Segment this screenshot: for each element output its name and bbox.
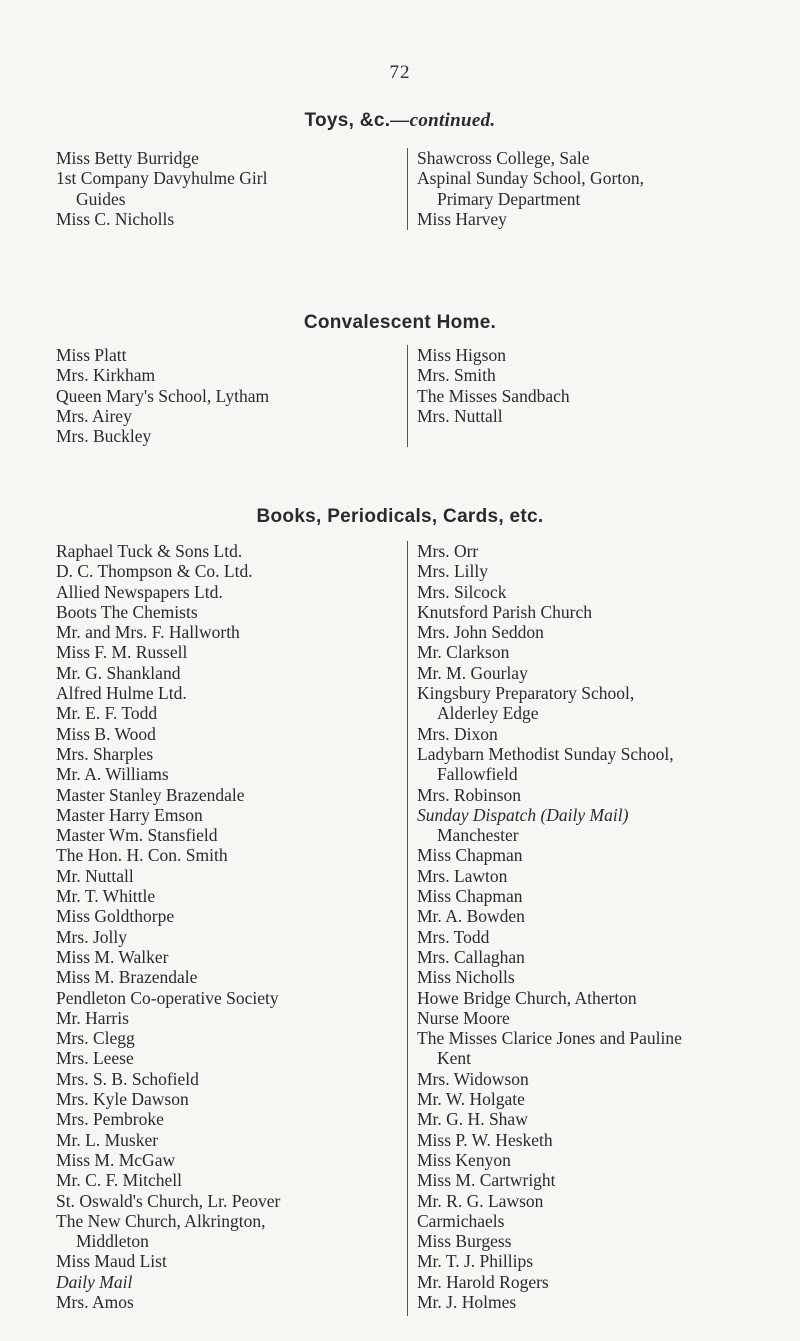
list-item: Mr. R. G. Lawson <box>417 1190 544 1211</box>
list-item: Ladybarn Methodist Sunday School, <box>417 743 674 764</box>
list-item: Miss Nicholls <box>417 967 515 988</box>
list-item: Miss Higson <box>417 345 506 365</box>
list-item: Mr. T. J. Phillips <box>417 1251 534 1272</box>
list-item: The Hon. H. Con. Smith <box>56 845 228 866</box>
section-title-convalescent: Convalescent Home. <box>303 312 497 333</box>
list-item: Mrs. Kirkham <box>56 365 156 386</box>
list-item: Master Wm. Stansfield <box>56 825 218 846</box>
list-item: Mr. Clarkson <box>417 642 510 663</box>
list-item-line: 1st Company Davyhulme Girl <box>56 168 268 189</box>
list-item-line: Aspinal Sunday School, Gorton, <box>417 168 645 189</box>
list-item: Shawcross College, Sale <box>417 148 590 168</box>
list-item: Alfred Hulme Ltd. <box>56 683 187 704</box>
list-item: Raphael Tuck & Sons Ltd. <box>56 541 243 561</box>
list-item: Mrs. Widowson <box>417 1068 529 1089</box>
list-item: Mr. Harris <box>56 1007 129 1028</box>
list-item: Howe Bridge Church, Atherton <box>417 987 637 1008</box>
list-item: Carmichaels <box>417 1210 505 1231</box>
list-item: Mrs. Amos <box>56 1291 134 1312</box>
list-item-continuation: Alderley Edge <box>437 703 539 724</box>
list-item: Miss M. Brazendale <box>56 967 198 988</box>
list-item: Mrs. Dixon <box>417 723 498 744</box>
toys-title: Toys, &c. <box>304 110 391 131</box>
list-item: Mr. L. Musker <box>56 1129 159 1150</box>
list-item: Miss M. Walker <box>56 946 169 967</box>
list-item: Mr. E. F. Todd <box>56 703 158 724</box>
list-item: The New Church, Alkrington, <box>56 1210 266 1231</box>
list-item: Miss Kenyon <box>417 1149 511 1170</box>
section-title-toys <box>0 110 800 132</box>
list-item: Mrs. Pembroke <box>56 1109 164 1130</box>
list-item: Pendleton Co-operative Society <box>56 987 279 1008</box>
list-item: Miss Goldthorpe <box>56 906 175 927</box>
list-item: Miss M. Cartwright <box>417 1170 556 1191</box>
list-item: Miss Chapman <box>417 845 523 866</box>
list-item: Miss B. Wood <box>56 723 156 744</box>
convalescent-left-column <box>56 345 394 446</box>
list-item: Mr. W. Holgate <box>417 1089 525 1110</box>
list-item: Mrs. Todd <box>417 926 490 947</box>
list-item: Mr. Nuttall <box>56 865 134 886</box>
list-item: Mrs. Orr <box>417 541 479 561</box>
list-item: Mrs. Jolly <box>56 926 127 947</box>
list-item: Mr. C. F. Mitchell <box>56 1170 182 1191</box>
list-item: Mrs. S. B. Schofield <box>56 1068 199 1089</box>
list-item: Mrs. Leese <box>56 1048 134 1069</box>
list-item: Mrs. Airey <box>56 405 132 426</box>
list-item: Mrs. Callaghan <box>417 946 525 967</box>
list-item-continuation: Kent <box>437 1048 472 1069</box>
list-item-continuation: Fallowfield <box>437 764 518 785</box>
section-title-books: Books, Periodicals, Cards, etc. <box>256 506 544 527</box>
list-item: Boots The Chemists <box>56 601 198 622</box>
list-item: Master Harry Emson <box>56 804 203 825</box>
list-item: Mrs. John Seddon <box>417 622 544 643</box>
list-item-continuation: Primary Department <box>437 188 581 209</box>
list-item <box>56 168 394 209</box>
list-item: Miss C. Nicholls <box>56 208 175 229</box>
list-item: Miss Burgess <box>417 1231 512 1252</box>
list-item: Mr. G. Shankland <box>56 662 181 683</box>
toys-title-suffix: —continued. <box>390 110 496 131</box>
list-item-continuation: Manchester <box>437 825 519 846</box>
list-item: Knutsford Parish Church <box>417 601 592 622</box>
list-item-continuation: Middleton <box>76 1231 149 1252</box>
list-item: Mr. A. Bowden <box>417 906 525 927</box>
list-item: Miss Harvey <box>417 208 507 229</box>
list-item: Miss Platt <box>56 345 127 365</box>
list-item: Mrs. Robinson <box>417 784 522 805</box>
list-item: Mrs. Lilly <box>417 561 488 582</box>
list-item: Allied Newspapers Ltd. <box>56 581 223 602</box>
list-item <box>417 168 800 209</box>
books-left-column <box>56 541 394 1312</box>
list-item: Mr. T. Whittle <box>56 886 156 907</box>
list-item: Mr. Harold Rogers <box>417 1271 549 1292</box>
list-item: Mrs. Buckley <box>56 426 152 447</box>
list-item: Kingsbury Preparatory School, <box>417 683 635 704</box>
convalescent-right-column <box>407 345 800 447</box>
list-item: Miss Chapman <box>417 886 523 907</box>
list-item: Mr. M. Gourlay <box>417 662 528 683</box>
list-item: Daily Mail <box>56 1271 133 1292</box>
list-item: St. Oswald's Church, Lr. Peover <box>56 1190 281 1211</box>
list-item: Mrs. Nuttall <box>417 405 503 426</box>
list-item: Mrs. Lawton <box>417 865 508 886</box>
list-item: The Misses Clarice Jones and Pauline <box>417 1028 682 1049</box>
list-item: Miss M. McGaw <box>56 1149 176 1170</box>
list-item: Mr. and Mrs. F. Hallworth <box>56 622 240 643</box>
page-number: 72 <box>389 62 411 83</box>
list-item: Mrs. Clegg <box>56 1028 135 1049</box>
list-item: D. C. Thompson & Co. Ltd. <box>56 561 253 582</box>
list-item: Miss P. W. Hesketh <box>417 1129 553 1150</box>
toys-right-column <box>407 148 800 230</box>
list-item: Mr. J. Holmes <box>417 1291 517 1312</box>
list-item: Miss Betty Burridge <box>56 148 199 168</box>
list-item-continuation: Guides <box>76 188 126 209</box>
list-item: Queen Mary's School, Lytham <box>56 385 270 406</box>
list-item: Mrs. Kyle Dawson <box>56 1089 189 1110</box>
list-item: Master Stanley Brazendale <box>56 784 245 805</box>
list-item: Mrs. Silcock <box>417 581 507 602</box>
list-item: Mrs. Smith <box>417 365 496 386</box>
list-item: Mrs. Sharples <box>56 743 154 764</box>
list-item: Sunday Dispatch (Daily Mail) <box>417 804 629 825</box>
list-item: The Misses Sandbach <box>417 385 570 406</box>
list-item: Mr. A. Williams <box>56 764 169 785</box>
toys-left-column <box>56 148 394 229</box>
list-item: Mr. G. H. Shaw <box>417 1109 528 1130</box>
books-right-column <box>407 541 800 1316</box>
list-item: Nurse Moore <box>417 1007 510 1028</box>
list-item: Miss F. M. Russell <box>56 642 188 663</box>
list-item: Miss Maud List <box>56 1251 167 1272</box>
